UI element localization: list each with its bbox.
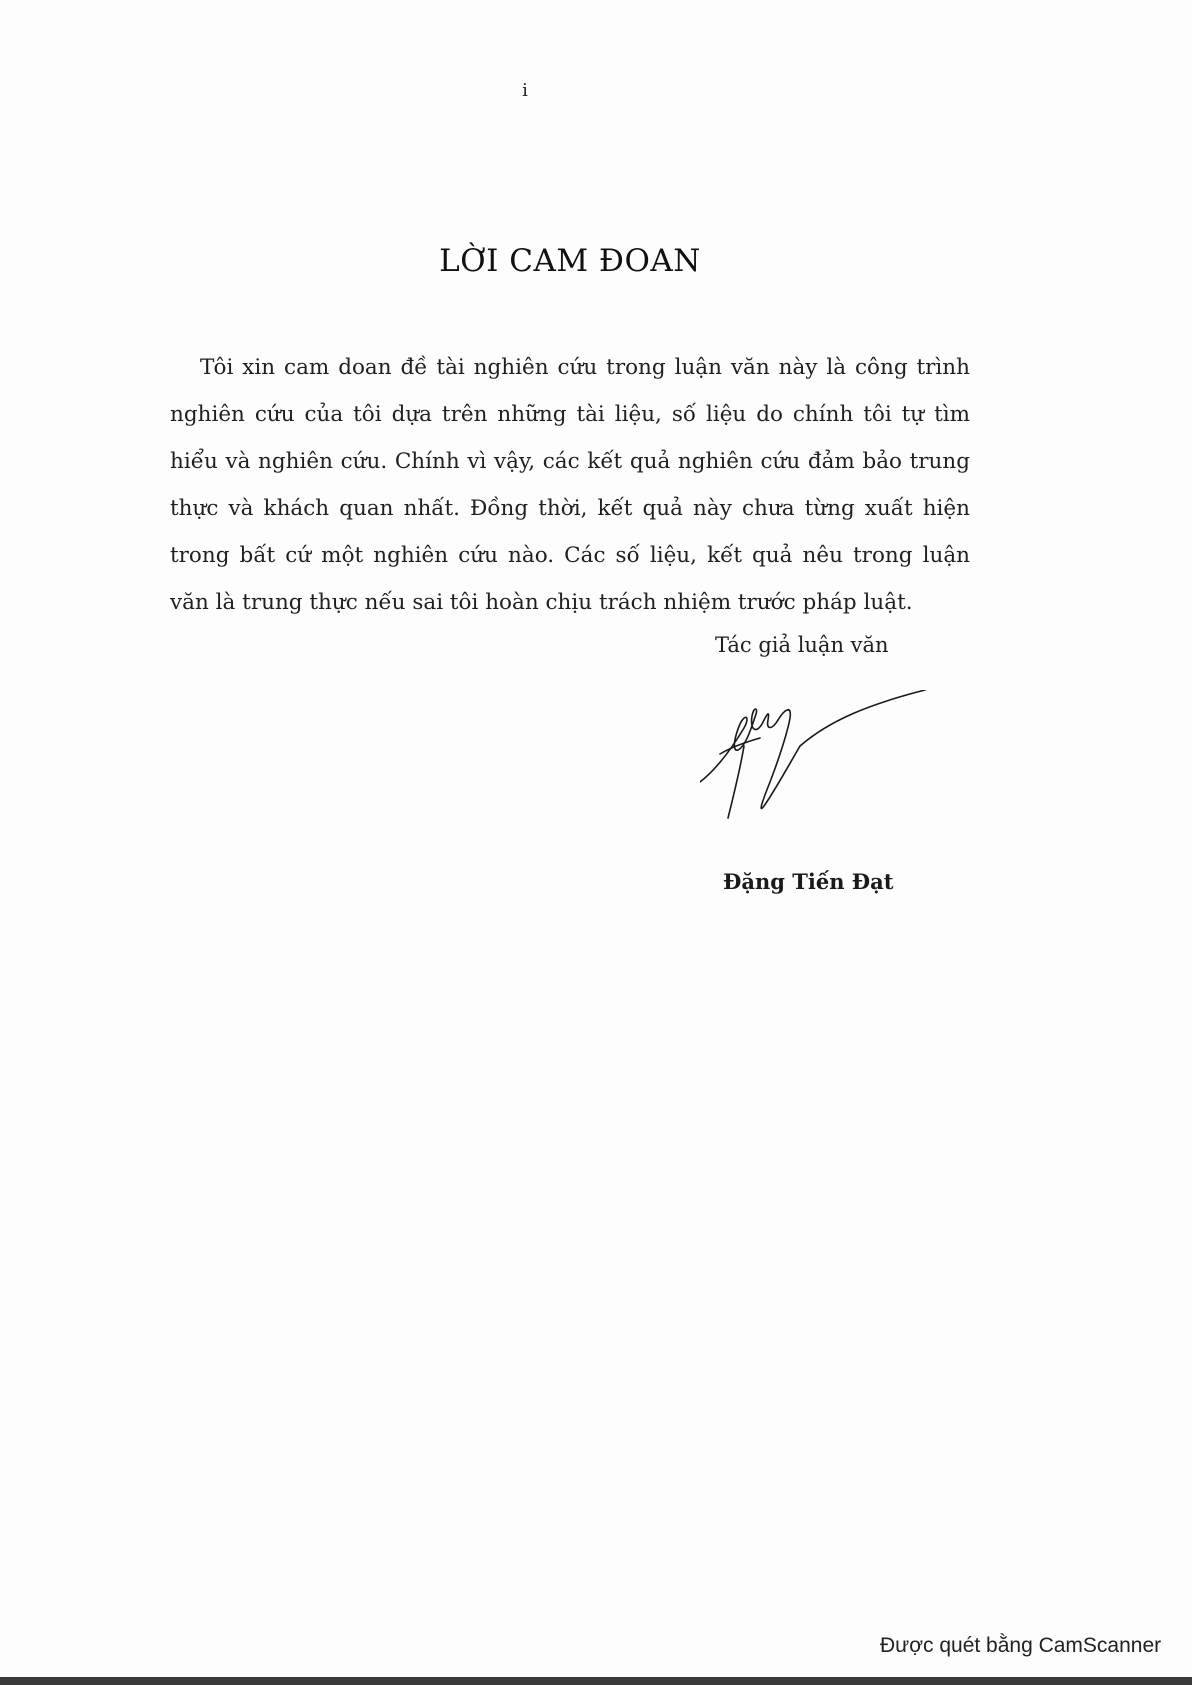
page-number: i	[522, 80, 528, 101]
page-title: LỜI CAM ĐOAN	[439, 243, 701, 279]
author-label: Tác giả luận văn	[715, 633, 889, 657]
author-name: Đặng Tiến Đạt	[723, 869, 894, 894]
scan-bottom-edge	[0, 1677, 1192, 1685]
signature-image	[700, 690, 930, 830]
declaration-paragraph: Tôi xin cam doan đề tài nghiên cứu trong luận văn này là công trình nghiên cứu của tôi dựa trên những tài liệu, số liệu do chính tôi tự tìm hiểu và nghiên cứu. Chính vì vậy, các kết quả nghiên cứu đảm bảo trung thực và khách quan nhất. Đồng thời, kết quả này chưa từng xuất hiện trong bất cứ một nghiên cứu nào. Các số liệu, kết quả nêu trong luận văn là trung thực nếu sai tôi hoàn chịu trách nhiệm trước pháp luật.	[170, 355, 970, 615]
camscanner-watermark: Được quét bằng CamScanner	[880, 1634, 1162, 1657]
